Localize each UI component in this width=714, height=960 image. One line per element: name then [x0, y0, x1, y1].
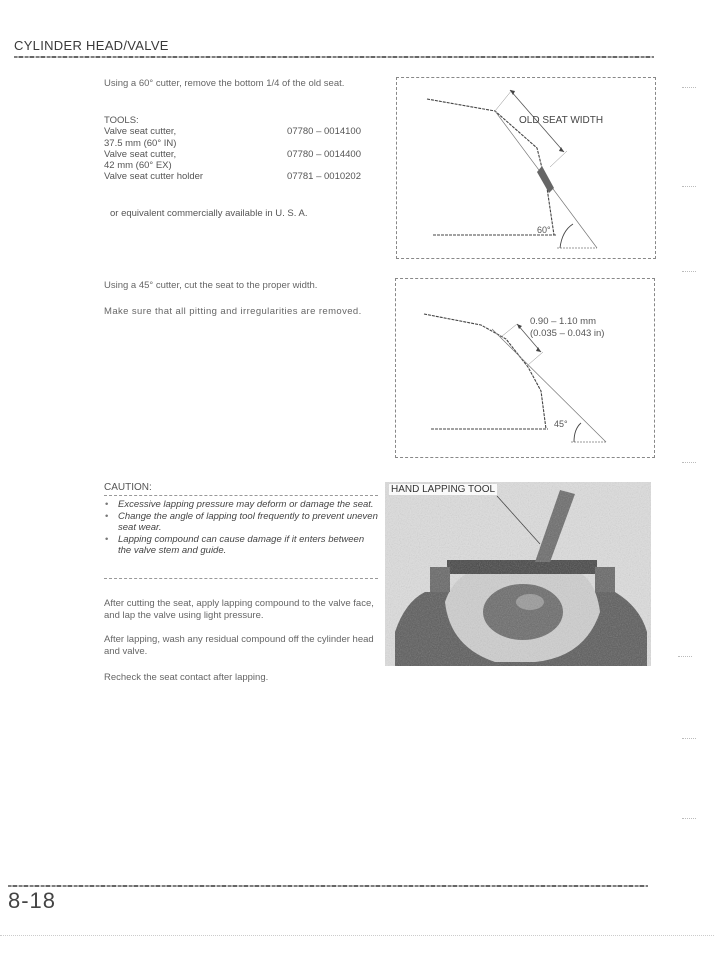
- tool-row: [104, 171, 361, 182]
- proper-seat-width-diagram: [395, 278, 655, 458]
- scan-mark: [682, 462, 696, 467]
- tool-name: Valve seat cutter,: [104, 126, 177, 138]
- caution-item: • Excessive lapping pressure may deform or damage the seat.: [102, 499, 378, 511]
- section-title: CYLINDER HEAD/VALVE: [14, 38, 169, 53]
- step2-note: Make sure that all pitting and irregularities are removed.: [104, 306, 362, 317]
- tool-name: Valve seat cutter holder: [104, 171, 204, 183]
- header-rule: [14, 56, 654, 58]
- step2-instruction: Using a 45° cutter, cut the seat to the proper width.: [104, 280, 318, 291]
- seat-width-spec: [530, 316, 604, 340]
- scan-mark: [682, 186, 696, 191]
- tools-list: [104, 115, 361, 183]
- footer-scan-line: [0, 935, 714, 938]
- old-seat-width-label: OLD SEAT WIDTH: [519, 115, 604, 126]
- lapping-paragraph: After cutting the seat, apply lapping compound to the valve face, and lap the valve using light pressure.: [104, 598, 374, 621]
- lapping-paragraph: Recheck the seat contact after lapping.: [104, 672, 269, 683]
- cylinder-head-photo-illustration: [385, 482, 651, 666]
- angle-60-label: 60°: [537, 225, 551, 235]
- lapping-paragraph: After lapping, wash any residual compound off the cylinder head and valve.: [104, 634, 374, 657]
- old-seat-width-diagram: [396, 77, 656, 259]
- hand-lapping-tool-label: HAND LAPPING TOOL: [391, 484, 496, 495]
- tools-heading: TOOLS:: [104, 115, 139, 126]
- angle-45-label: 45°: [554, 419, 568, 429]
- scan-mark: [682, 738, 696, 743]
- scan-mark: [682, 87, 696, 92]
- page-number: 8-18: [8, 888, 57, 913]
- tool-part-number: 07780 – 0014400: [287, 148, 361, 160]
- equivalent-note: or equivalent commercially available in U. S. A.: [110, 208, 308, 219]
- tool-spec: 42 mm (60° EX): [104, 160, 172, 172]
- seat-width-spec-in: (0.035 – 0.043 in): [530, 328, 605, 339]
- scan-mark: [682, 271, 696, 276]
- valve-seat-60-illustration: [397, 78, 655, 258]
- seat-width-spec-mm: 0.90 – 1.10 mm: [530, 316, 597, 327]
- tool-name: Valve seat cutter,: [104, 148, 177, 160]
- caution-bottom-rule: [104, 578, 378, 580]
- footer-rule: [8, 885, 648, 887]
- tool-part-number: 07781 – 0010202: [287, 171, 361, 183]
- tool-spec: 37.5 mm (60° IN): [104, 137, 177, 149]
- step1-instruction: Using a 60° cutter, remove the bottom 1/4 of the old seat.: [104, 78, 345, 89]
- hand-lapping-tool-photo: [385, 482, 651, 666]
- valve-seat-45-illustration: [396, 279, 654, 457]
- scan-mark: [678, 656, 692, 661]
- caution-item: • Change the angle of lapping tool frequently to prevent uneven seat wear.: [102, 511, 378, 534]
- tool-row: [104, 149, 361, 160]
- tool-part-number: 07780 – 0014100: [287, 126, 361, 138]
- caution-top-rule: [104, 495, 378, 497]
- caution-title: CAUTION:: [104, 482, 152, 493]
- caution-item: • Lapping compound can cause damage if it enters between the valve stem and guide.: [102, 534, 378, 557]
- scan-mark: [682, 818, 696, 823]
- caution-list: [102, 499, 378, 557]
- tool-row: [104, 126, 361, 137]
